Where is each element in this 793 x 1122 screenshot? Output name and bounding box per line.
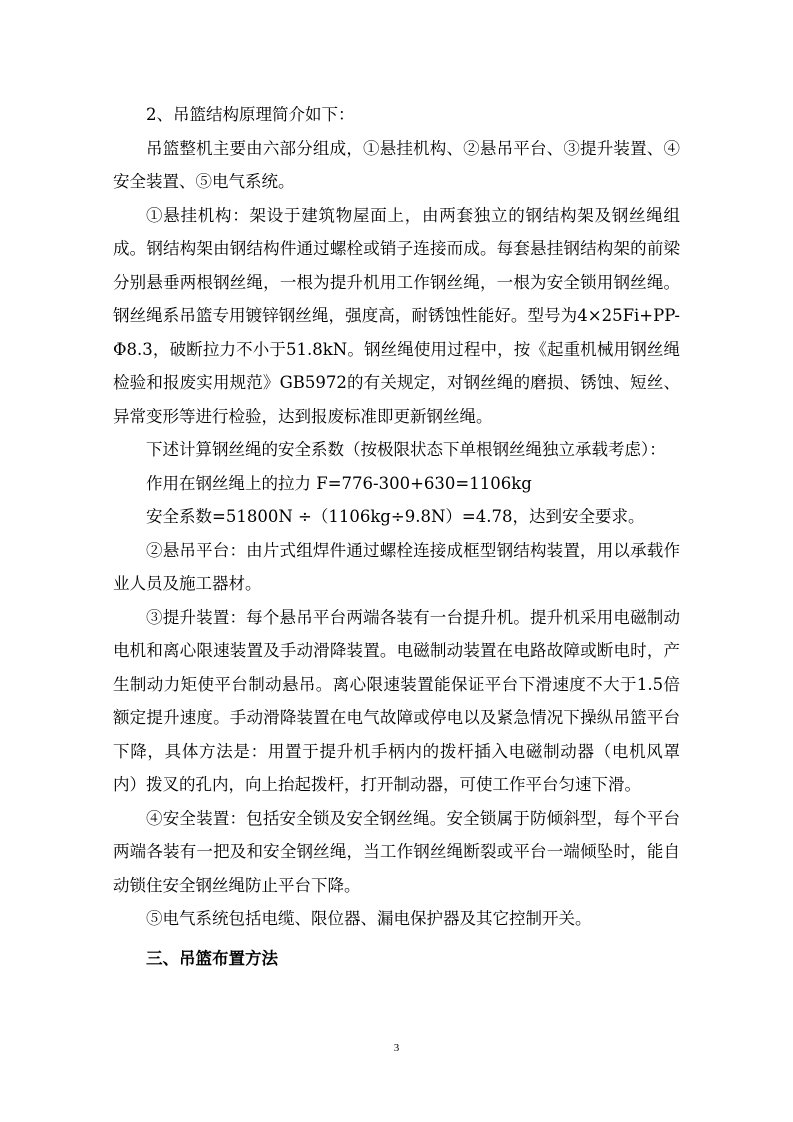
formula-line: 作用在钢丝绳上的拉力 F=776-300+630=1106kg: [146, 473, 532, 493]
body-paragraph: ①悬挂机构：架设于建筑物屋面上，由两套独立的钢结构架及钢丝绳组成。钢结构架由钢结构件通过螺栓或销子连接而成。每套悬挂钢结构架的前梁分别悬垂两根钢丝绳，一根为提升机用工作钢丝绳，一根为安全锁用钢丝绳。钢丝绳系吊篮专用镀锌钢丝绳，强度高，耐锈蚀性能好。型号为4×25Fi+PP-Φ8.3，破断拉力不小于51.8kN。钢丝绳使用过程中，按《起重机械用钢丝绳检验和报废实用规范》GB5972的有关规定，对钢丝绳的磨损、锈蚀、短丝、异常变形等进行检验，达到报废标准即更新钢丝绳。: [113, 205, 680, 426]
body-paragraph: ②悬吊平台：由片式组焊件通过螺栓连接成框型钢结构装置，用以承载作业人员及施工器材。: [113, 540, 680, 593]
body-paragraph: ④安全装置：包括安全锁及安全钢丝绳。安全锁属于防倾斜型，每个平台两端各装有一把及和安全钢丝绳，当工作钢丝绳断裂或平台一端倾坠时，能自动锁住安全钢丝绳防止平台下降。: [113, 808, 680, 895]
page-body: [113, 98, 680, 975]
section-heading: 三、吊篮布置方法: [146, 948, 278, 968]
list-item-heading: 2、吊篮结构原理简介如下：: [146, 105, 355, 124]
body-paragraph: ③提升装置：每个悬吊平台两端各装有一台提升机。提升机采用电磁制动电机和离心限速装置及手动滑降装置。电磁制动装置在电路故障或断电时，产生制动力矩使平台制动悬吊。离心限速装置能保证平台下滑速度不大于1.5倍额定提升速度。手动滑降装置在电气故障或停电以及紧急情况下操纵吊篮平台下降，具体方法是：用置于提升机手柄内的拨杆插入电磁制动器（电机风罩内）拨叉的孔内，向上抬起拨杆，打开制动器，可使工作平台匀速下滑。: [113, 607, 680, 794]
formula-line: 安全系数=51800N ÷（1106kg÷9.8N）=4.78，达到安全要求。: [146, 507, 645, 526]
body-paragraph: 吊篮整机主要由六部分组成，①悬挂机构、②悬吊平台、③提升装置、④安全装置、⑤电气系统。: [113, 138, 680, 191]
body-paragraph: ⑤电气系统包括电缆、限位器、漏电保护器及其它控制开关。: [146, 909, 592, 928]
body-paragraph: 下述计算钢丝绳的安全系数（按极限状态下单根钢丝绳独立承载考虑）：: [146, 440, 666, 459]
page-number: 3: [393, 1042, 400, 1054]
